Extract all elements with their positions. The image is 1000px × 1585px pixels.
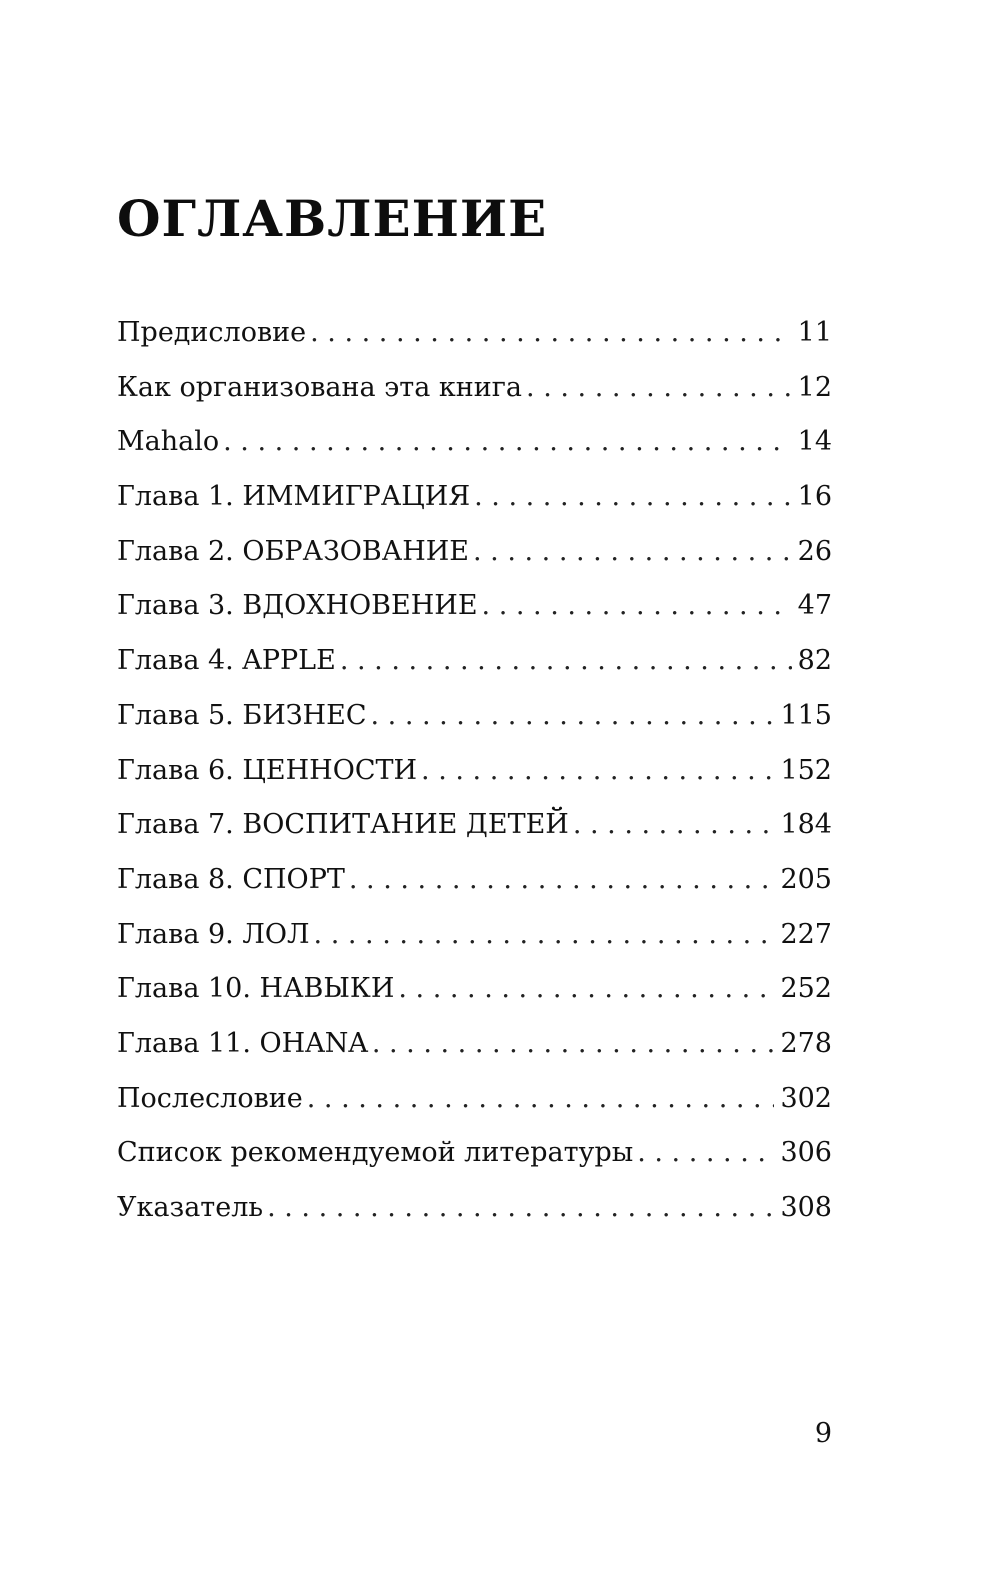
page-title: ОГЛАВЛЕНИЕ (117, 189, 548, 248)
table-of-contents (117, 306, 832, 1236)
toc-entry-reading-list (117, 1126, 832, 1181)
toc-entry-page: 12 (792, 361, 832, 416)
toc-entry-page: 184 (774, 798, 832, 853)
toc-entry-label: Глава 2. ОБРАЗОВАНИЕ (117, 525, 473, 580)
toc-entry-page: 115 (774, 689, 832, 744)
toc-entry-label: Глава 10. НАВЫКИ (117, 962, 398, 1017)
toc-entry-page: 308 (774, 1181, 832, 1236)
toc-entry-chapter-7 (117, 798, 832, 853)
toc-entry-page: 14 (792, 415, 832, 470)
toc-dot-leader (573, 798, 775, 853)
toc-entry-page: 26 (792, 525, 832, 580)
toc-entry-preface (117, 306, 832, 361)
toc-dot-leader (267, 1181, 774, 1236)
toc-entry-label: Указатель (117, 1181, 267, 1236)
page-number: 9 (814, 1418, 832, 1449)
toc-dot-leader (340, 634, 792, 689)
toc-entry-page: 205 (774, 853, 832, 908)
toc-entry-label: Глава 6. ЦЕННОСТИ (117, 744, 421, 799)
toc-entry-chapter-3 (117, 579, 832, 634)
toc-entry-label: Глава 7. ВОСПИТАНИЕ ДЕТЕЙ (117, 798, 573, 853)
toc-entry-label: Mahalo (117, 415, 223, 470)
toc-dot-leader (307, 1072, 775, 1127)
toc-dot-leader (398, 962, 774, 1017)
toc-entry-label: Послесловие (117, 1072, 307, 1127)
toc-entry-afterword (117, 1072, 832, 1127)
toc-entry-chapter-2 (117, 525, 832, 580)
toc-entry-page: 306 (774, 1126, 832, 1181)
toc-entry-chapter-11 (117, 1017, 832, 1072)
toc-entry-page: 302 (774, 1072, 832, 1127)
toc-entry-mahalo (117, 415, 832, 470)
toc-entry-page: 152 (774, 744, 832, 799)
toc-dot-leader (372, 1017, 775, 1072)
toc-entry-label: Предисловие (117, 306, 310, 361)
toc-entry-page: 252 (774, 962, 832, 1017)
toc-entry-chapter-6 (117, 744, 832, 799)
toc-entry-label: Глава 5. БИЗНЕС (117, 689, 370, 744)
toc-entry-page: 47 (792, 579, 832, 634)
toc-dot-leader (637, 1126, 774, 1181)
toc-entry-chapter-10 (117, 962, 832, 1017)
toc-dot-leader (370, 689, 774, 744)
toc-entry-chapter-9 (117, 908, 832, 963)
toc-entry-page: 11 (792, 306, 832, 361)
toc-dot-leader (314, 908, 775, 963)
toc-entry-how-organized (117, 361, 832, 416)
toc-entry-page: 278 (774, 1017, 832, 1072)
toc-entry-label: Глава 9. ЛОЛ (117, 908, 314, 963)
toc-entry-chapter-4 (117, 634, 832, 689)
toc-dot-leader (482, 579, 792, 634)
toc-dot-leader (474, 470, 792, 525)
toc-dot-leader (421, 744, 774, 799)
toc-entry-page: 82 (792, 634, 832, 689)
toc-entry-label: Глава 11. OHANA (117, 1017, 372, 1072)
toc-dot-leader (349, 853, 775, 908)
toc-entry-label: Глава 8. СПОРТ (117, 853, 349, 908)
toc-entry-label: Глава 4. APPLE (117, 634, 340, 689)
toc-entry-index (117, 1181, 832, 1236)
toc-dot-leader (526, 361, 792, 416)
toc-entry-label: Глава 3. ВДОХНОВЕНИЕ (117, 579, 482, 634)
toc-entry-chapter-1 (117, 470, 832, 525)
toc-dot-leader (223, 415, 792, 470)
toc-entry-page: 16 (792, 470, 832, 525)
toc-dot-leader (473, 525, 792, 580)
toc-entry-chapter-8 (117, 853, 832, 908)
toc-entry-label: Список рекомендуемой литературы (117, 1126, 637, 1181)
toc-entry-label: Глава 1. ИММИГРАЦИЯ (117, 470, 474, 525)
toc-dot-leader (310, 306, 792, 361)
toc-entry-label: Как организована эта книга (117, 361, 526, 416)
toc-entry-page: 227 (774, 908, 832, 963)
toc-entry-chapter-5 (117, 689, 832, 744)
